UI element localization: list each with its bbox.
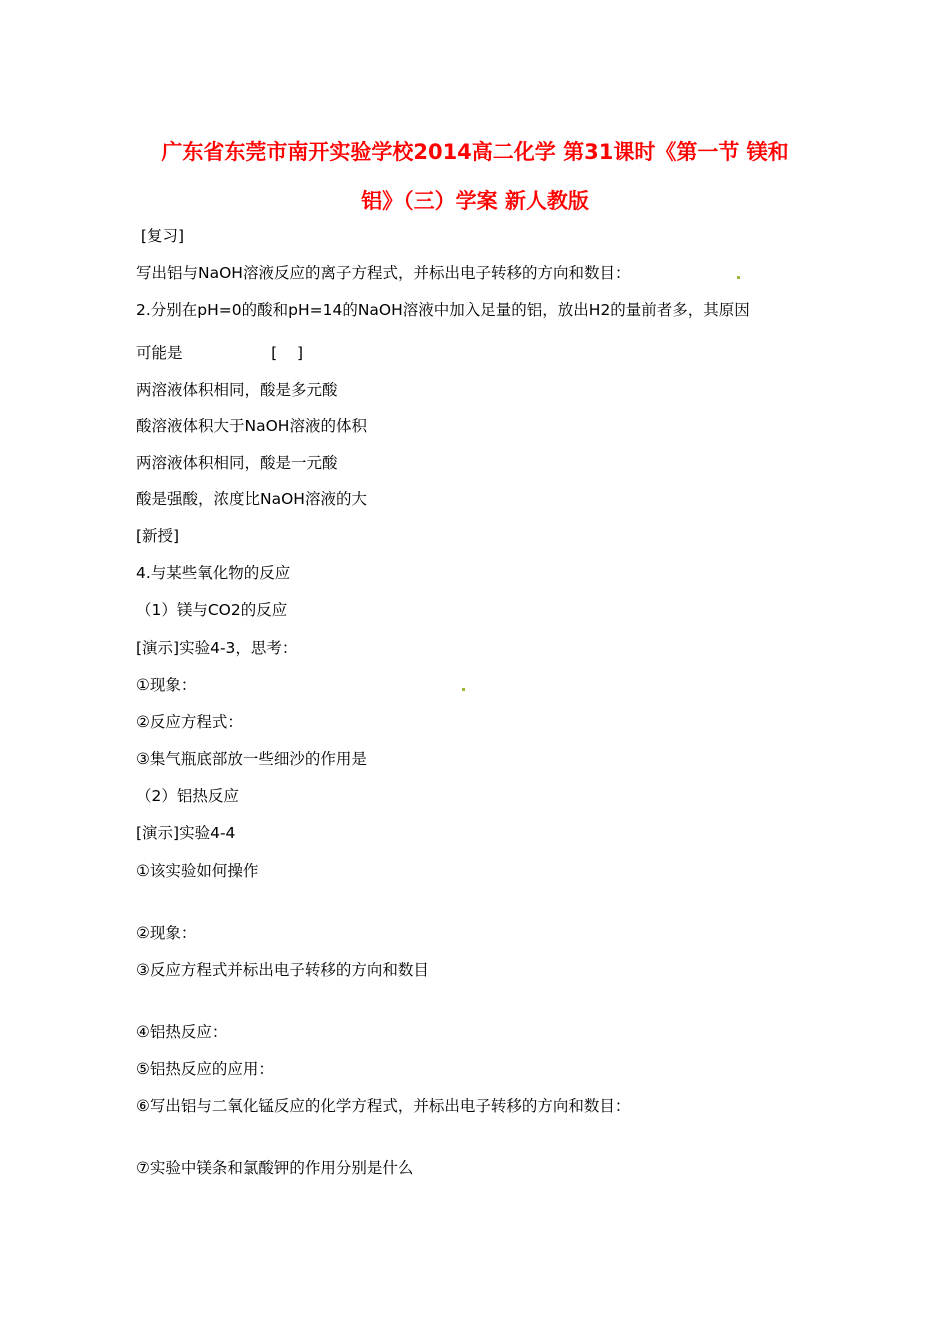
demo-4-3: [演示]实验4-3，思考： — [136, 639, 298, 657]
option-c: 两溶液体积相同，酸是一元酸 — [136, 454, 338, 472]
section-new: [新授] — [136, 527, 180, 545]
item-sand: ③集气瓶底部放一些细沙的作用是 — [136, 750, 367, 768]
topic-4: 4.与某些氧化物的反应 — [136, 564, 291, 582]
item-mno2-equation: ⑥写出铝与二氧化锰反应的化学方程式，并标出电子转移的方向和数目： — [136, 1097, 631, 1115]
option-a: 两溶液体积相同，酸是多元酸 — [136, 381, 338, 399]
item-equation: ②反应方程式： — [136, 713, 243, 731]
speck-dot — [462, 688, 465, 691]
speck-dot — [737, 276, 740, 279]
item-phenomenon: ①现象： — [136, 676, 197, 694]
item-operation: ①该实验如何操作 — [136, 862, 259, 880]
item-thermite-application: ⑤铝热反应的应用： — [136, 1060, 274, 1078]
demo-4-4: [演示]实验4-4 — [136, 824, 236, 842]
section-review: [复习] — [136, 227, 185, 245]
question-2: 2.分别在pH=0的酸和pH=14的NaOH溶液中加入足量的铝，放出H2的量前者多，其原因 — [136, 301, 750, 319]
item-equation-electron: ③反应方程式并标出电子转移的方向和数目 — [136, 961, 429, 979]
subtopic-1: （1）镁与CO2的反应 — [136, 601, 288, 619]
option-d: 酸是强酸，浓度比NaOH溶液的大 — [136, 490, 367, 508]
item-phenomenon-2: ②现象： — [136, 924, 197, 942]
question-1: 写出铝与NaOH溶液反应的离子方程式，并标出电子转移的方向和数目： — [136, 264, 631, 282]
document-title-line-1: 广东省东莞市南开实验学校2014高二化学 第31课时《第一节 镁和 — [161, 140, 789, 164]
item-mg-kclo3: ⑦实验中镁条和氯酸钾的作用分别是什么 — [136, 1159, 414, 1177]
question-2-continued: 可能是 [ ] — [136, 344, 303, 362]
document-title-line-2: 铝》（三）学案 新人教版 — [361, 189, 589, 213]
option-b: 酸溶液体积大于NaOH溶液的体积 — [136, 417, 367, 435]
item-thermite: ④铝热反应： — [136, 1023, 228, 1041]
subtopic-2: （2）铝热反应 — [136, 787, 239, 805]
